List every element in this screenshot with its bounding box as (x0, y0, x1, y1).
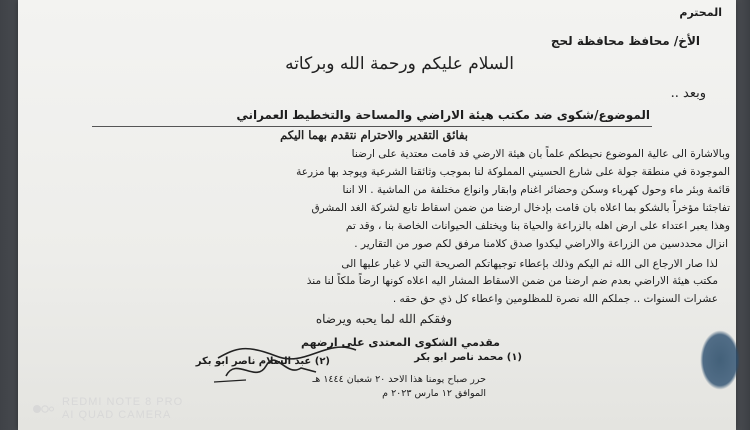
watermark-line-1: REDMI NOTE 8 PRO (62, 396, 184, 408)
watermark-line-2: AI QUAD CAMERA (62, 409, 172, 421)
body-line-5: وهذا يعبر اعتداء على ارض اهله بالزراعة والحياة بنا ويختلف الحيوانات الخاصة بنا ، وقد تم (345, 220, 730, 232)
preface: بفائق التقدير والاحترام نتقدم بهما اليكم (280, 128, 468, 142)
letter-page (18, 0, 736, 430)
body-line-4: تفاجئنا مؤخراً بالشكو بما اعلاه بان قامت بإدخال ارضنا من ضمن اسقاط تابع لشركة الغد المشرق (311, 202, 730, 214)
camera-lens-icon (32, 402, 54, 416)
subject: الموضوع/شكوى ضد مكتب هيئة الاراضي والمساحة والتخطيط العمراني (236, 108, 650, 122)
date-equivalent: الموافق ١٢ مارس ٢٠٢٣ م (382, 388, 486, 399)
signatory-2: (٢) عبد السلام ناصر ابو بكر (195, 356, 330, 367)
body-line-7: لذا صار الارجاع الى الله ثم اليكم وذلك بإعطاء توجيهاتكم الصريحة التي لا غبار عليها الى (341, 258, 718, 270)
opening: وبعد .. (670, 86, 706, 101)
greeting: السلام عليكم ورحمة الله وبركاته (285, 54, 514, 74)
body-line-9: عشرات السنوات .. جملكم الله نصرة للمظلومين واعطاء كل ذي حق حقه . (392, 293, 718, 305)
recipient-title: المحترم (679, 6, 722, 19)
body-line-1: وبالاشارة الى عالية الموضوع نحيطكم علماً بان هيئة الارضي قد قامت معتدية على ارضنا (351, 148, 730, 160)
recipient: الأخ/ محافظ محافظة لحج (550, 34, 700, 48)
body-line-6: انزال محددسين من الزراعة والاراضي ليكدوا صدق كلامنا مرفق لكم صور من التقارير . (354, 238, 728, 250)
subject-underline (92, 126, 652, 127)
body-line-8: مكتب هيئة الاراضي بعدم ضم ارضنا من ضمن الاسقاط المشار اليه اعلاه كونها ارضاً ملكاً لنا منذ (306, 275, 718, 287)
body-line-2: الموجودة في منطقة جولة على شارع الحسيني المملوكة لنا بموجب وثائقنا الشرعية ويوجد بها مزرعة (296, 166, 730, 178)
date-line: حرر صباح يومنا هذا الاحد ٢٠ شعبان ١٤٤٤ هـ (312, 374, 486, 385)
signatories-title: مقدمي الشكوى المعتدى على ارضهم (301, 336, 500, 349)
ink-stain (700, 330, 740, 390)
signatory-1: (١) محمد ناصر ابو بكر (414, 352, 522, 363)
body-line-3: قائمة وبئر ماء وحول كهرباء وسكن وحضائر اغنام وابقار وانواع مختلفة من الماشية . الا اننا (342, 184, 730, 196)
closing: وفقكم الله لما يحبه ويرضاه (315, 312, 452, 326)
